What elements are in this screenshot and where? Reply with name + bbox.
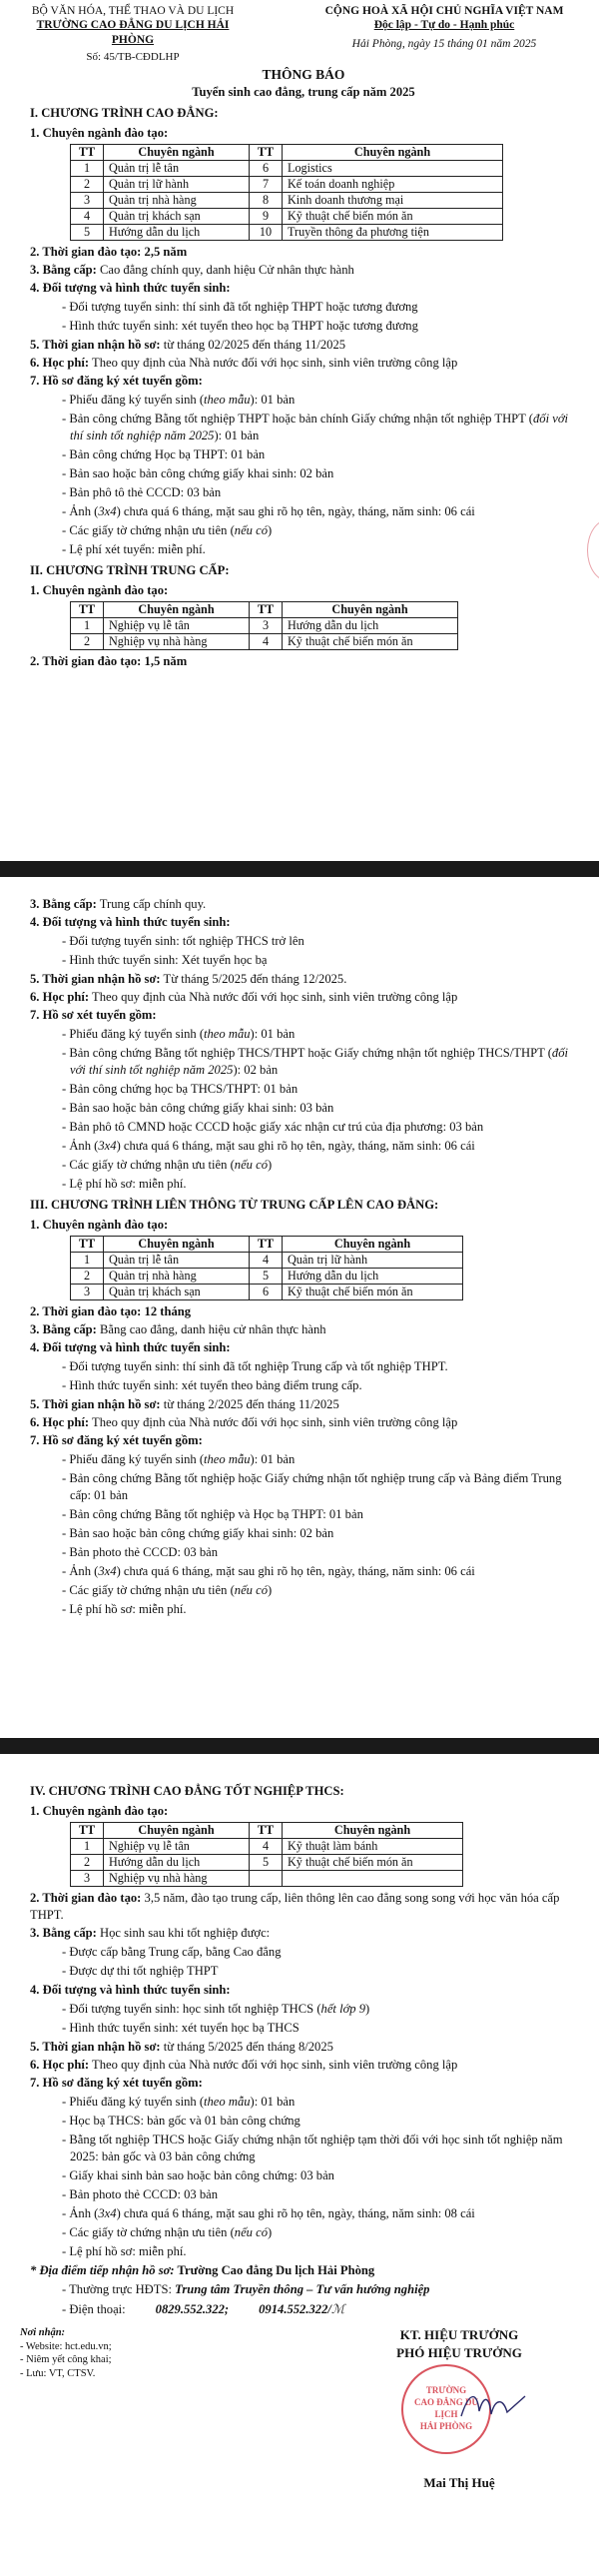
national-motto: Độc lập - Tự do - Hạnh phúc [373, 19, 515, 32]
list-item: - Phiếu đăng ký tuyển sinh (theo mẫu): 01 bản [62, 1452, 296, 1466]
signer-title: PHÓ HIỆU TRƯỞNG [396, 2344, 522, 2360]
table-cell: Kinh doanh thương mại [283, 193, 503, 209]
table-cell: 3 [71, 193, 104, 209]
table-cell: 5 [71, 225, 104, 241]
contact-phone: - Điện thoại: 0829.552.322; 0914.552.322/ℳ [62, 2301, 345, 2316]
table-cell: 2 [71, 1269, 104, 1285]
official-seal: TRƯỜNG CAO ĐẲNG DU LỊCH HẢI PHÒNG [401, 2364, 491, 2454]
section-2-duration: 2. Thời gian đào tạo: 1,5 năm [30, 654, 188, 669]
table-header-major: Chuyên ngành [104, 1823, 250, 1839]
table-cell: Truyền thông đa phương tiện [283, 225, 503, 241]
section-3-heading: III. CHƯƠNG TRÌNH LIÊN THÔNG TỪ TRUNG CẤP LÊN CAO ĐẲNG: [30, 1198, 439, 1212]
recipients: Nơi nhận: - Website: hct.edu.vn; - Niêm yết công khai; - Lưu: VT, CTSV. [20, 2327, 112, 2379]
section-3-majors-label: 1. Chuyên ngành đào tạo: [30, 1218, 169, 1232]
list-item: - Bản phô tô thẻ CCCD: 03 bản [62, 485, 222, 500]
section-3-majors-table [70, 1236, 463, 1300]
school-name: TRƯỜNG CAO ĐẲNG DU LỊCH HẢI PHÒNG [36, 19, 230, 46]
table-cell: Nghiệp vụ nhà hàng [104, 634, 250, 650]
page-2 [0, 877, 599, 1738]
list-item: - Bản sao hoặc bản công chứng giấy khai sinh: 02 bản [62, 466, 334, 481]
table-cell: 4 [250, 1839, 283, 1855]
table-cell: 3 [250, 618, 283, 634]
section-1-application-period: 5. Thời gian nhận hồ sơ: từ tháng 02/2025 đến tháng 11/2025 [30, 338, 346, 353]
list-item: - Đối tượng tuyển sinh: thí sinh đã tốt nghiệp THPT hoặc tương đương [62, 300, 418, 315]
list-item: - Phiếu đăng ký tuyển sinh (theo mẫu): 01 bản [62, 393, 296, 408]
section-1-heading: I. CHƯƠNG TRÌNH CAO ĐẲNG: [30, 106, 219, 121]
signer-name: Mai Thị Huệ [423, 2475, 495, 2490]
table-cell: 3 [71, 1871, 104, 1887]
list-item: - Lệ phí xét tuyển: miễn phí. [62, 542, 206, 557]
table-cell: Quản trị nhà hàng [104, 193, 250, 209]
section-2-application-period: 5. Thời gian nhận hồ sơ: Từ tháng 5/2025 đến tháng 12/2025. [30, 972, 347, 986]
table-header-tt: TT [71, 1823, 104, 1839]
list-item: - Hình thức tuyển sinh: Xét tuyển học bạ [62, 953, 268, 967]
table-header-tt: TT [250, 1823, 283, 1839]
list-item: - Bản công chứng Bằng tốt nghiệp và Học bạ THPT: 01 bản [62, 1507, 363, 1521]
section-2-majors-table [70, 601, 458, 650]
page-3 [0, 1754, 599, 2576]
table-cell: 1 [71, 161, 104, 177]
table-row [71, 1285, 463, 1300]
table-header-tt: TT [71, 602, 104, 618]
list-item: - Các giấy tờ chứng nhận ưu tiên (nếu có) [62, 523, 273, 538]
list-item: - Đối tượng tuyển sinh: thí sinh đã tốt nghiệp Trung cấp và tốt nghiệp THPT. [62, 1359, 448, 1373]
contact-hotline-unit: - Thường trực HĐTS: Trung tâm Truyền thông – Tư vấn hướng nghiệp [62, 2282, 430, 2296]
section-1-majors-table [70, 144, 503, 241]
partial-stamp-mark [587, 519, 599, 581]
list-item: - Bản công chứng Học bạ THPT: 01 bản [62, 447, 266, 462]
table-header-tt: TT [71, 1237, 104, 1253]
table-cell: 9 [250, 209, 283, 225]
table-cell: 4 [250, 1253, 283, 1269]
list-item: - Giấy khai sinh bản sao hoặc bản công chứng: 03 bản [62, 2168, 334, 2182]
table-row [71, 618, 458, 634]
table-row [71, 1855, 463, 1871]
table-cell: Logistics [283, 161, 503, 177]
section-1-documents-label: 7. Hồ sơ đăng ký xét tuyển gồm: [30, 374, 203, 389]
recipient-item: - Website: hct.edu.vn; [20, 2340, 112, 2352]
table-header-major: Chuyên ngành [104, 602, 250, 618]
list-item: - Phiếu đăng ký tuyển sinh (theo mẫu): 01 bản [62, 1027, 296, 1041]
section-1-tuition: 6. Học phí: Theo quy định của Nhà nước đối với học sinh, sinh viên trường công lập [30, 356, 458, 371]
section-1-duration: 2. Thời gian đào tạo: 2,5 năm [30, 245, 188, 260]
contact-location: * Địa điểm tiếp nhận hồ sơ: Trường Cao đẳng Du lịch Hải Phòng [30, 2263, 375, 2277]
table-cell: 6 [250, 161, 283, 177]
document-subtitle: Tuyển sinh cao đẳng, trung cấp năm 2025 [192, 85, 415, 100]
section-4-eligibility-label: 4. Đối tượng và hình thức tuyển sinh: [30, 1983, 231, 1997]
section-1-majors-label: 1. Chuyên ngành đào tạo: [30, 126, 169, 141]
table-cell: 5 [250, 1855, 283, 1871]
table-cell: Quản trị khách sạn [104, 209, 250, 225]
table-header-tt: TT [250, 602, 283, 618]
table-cell: Quản trị lữ hành [104, 177, 250, 193]
table-cell: 5 [250, 1269, 283, 1285]
table-row [71, 177, 503, 193]
table-cell: 7 [250, 177, 283, 193]
list-item: - Đối tượng tuyển sinh: tốt nghiệp THCS trở lên [62, 934, 304, 948]
table-cell: Hướng dẫn du lịch [283, 618, 458, 634]
list-item: - Ảnh (3x4) chưa quá 6 tháng, mặt sau ghi rõ họ tên, ngày, tháng, năm sinh: 06 cái [62, 1564, 475, 1578]
table-cell: Kỹ thuật làm bánh [283, 1839, 463, 1855]
table-cell: 6 [250, 1285, 283, 1300]
list-item: - Bản công chứng Bằng tốt nghiệp THCS/THPT hoặc Giấy chứng nhận tốt nghiệp THCS/THPT (đối với thí sinh tốt nghiệp năm 2025): 02 bản [62, 1046, 568, 1077]
section-3-degree: 3. Bằng cấp: Bằng cao đẳng, danh hiệu cử nhân thực hành [30, 1322, 326, 1336]
list-item: - Bản photo thẻ CCCD: 03 bản [62, 1545, 219, 1559]
list-item: - Hình thức tuyển sinh: xét tuyển học bạ THCS [62, 2021, 300, 2035]
list-item: - Ảnh (3x4) chưa quá 6 tháng, mặt sau ghi rõ họ tên, ngày, tháng, năm sinh: 08 cái [62, 2206, 475, 2220]
page-separator [0, 861, 599, 877]
list-item: - Bản sao hoặc bản công chứng giấy khai sinh: 02 bản [62, 1526, 334, 1540]
list-item: - Hình thức tuyển sinh: xét tuyển theo học bạ THPT hoặc tương đương [62, 319, 418, 334]
table-row [71, 161, 503, 177]
section-2-heading: II. CHƯƠNG TRÌNH TRUNG CẤP: [30, 563, 230, 578]
table-header-major: Chuyên ngành [104, 145, 250, 161]
section-4-documents-label: 7. Hồ sơ đăng ký xét tuyển gồm: [30, 2076, 203, 2090]
table-header-tt: TT [250, 145, 283, 161]
table-row [71, 193, 503, 209]
document-title: THÔNG BÁO [262, 67, 345, 82]
table-row [71, 1253, 463, 1269]
section-2-documents-label: 7. Hồ sơ xét tuyển gồm: [30, 1008, 157, 1022]
table-header-major: Chuyên ngành [283, 1823, 463, 1839]
table-header-major: Chuyên ngành [283, 145, 503, 161]
table-cell: 2 [71, 1855, 104, 1871]
list-item: - Lệ phí hồ sơ: miễn phí. [62, 2244, 187, 2258]
table-cell: 1 [71, 1839, 104, 1855]
list-item: - Học bạ THCS: bản gốc và 01 bản công chứng [62, 2114, 300, 2128]
table-row [71, 1839, 463, 1855]
list-item: - Được dự thi tốt nghiệp THPT [62, 1964, 219, 1978]
section-3-duration: 2. Thời gian đào tạo: 12 tháng [30, 1304, 192, 1318]
list-item: - Đối tượng tuyển sinh: học sinh tốt nghiệp THCS (hết lớp 9) [62, 2002, 370, 2016]
table-row [71, 1871, 463, 1887]
section-3-application-period: 5. Thời gian nhận hồ sơ: từ tháng 2/2025 đến tháng 11/2025 [30, 1397, 339, 1411]
list-item: - Ảnh (3x4) chưa quá 6 tháng, mặt sau ghi rõ họ tên, ngày, tháng, năm sinh: 06 cái [62, 1139, 475, 1153]
table-header-major: Chuyên ngành [104, 1237, 250, 1253]
section-2-degree: 3. Bằng cấp: Trung cấp chính quy. [30, 897, 207, 911]
section-3-eligibility-label: 4. Đối tượng và hình thức tuyển sinh: [30, 1340, 231, 1354]
list-item: - Bản công chứng Bằng tốt nghiệp THPT hoặc bản chính Giấy chứng nhận tốt nghiệp THPT (đối với thí sinh tốt nghiệp năm 2025): 01 bản [62, 412, 569, 443]
table-cell [283, 1871, 463, 1887]
table-row [71, 209, 503, 225]
table-cell: Quản trị lễ tân [104, 1253, 250, 1269]
table-cell: Quản trị lễ tân [104, 161, 250, 177]
table-cell: 1 [71, 618, 104, 634]
table-cell: 4 [250, 634, 283, 650]
list-item: - Phiếu đăng ký tuyển sinh (theo mẫu): 01 bản [62, 2095, 296, 2109]
page-1 [0, 0, 599, 861]
table-row [71, 225, 503, 241]
table-cell: Quản trị nhà hàng [104, 1269, 250, 1285]
nation-name: CỘNG HOÀ XÃ HỘI CHỦ NGHĨA VIỆT NAM [324, 5, 564, 17]
recipient-item: - Niêm yết công khai; [20, 2354, 112, 2366]
table-cell: 1 [71, 1253, 104, 1269]
list-item: - Các giấy tờ chứng nhận ưu tiên (nếu có) [62, 1158, 273, 1172]
page-separator [0, 1738, 599, 1754]
section-4-heading: IV. CHƯƠNG TRÌNH CAO ĐẲNG TỐT NGHIỆP THCS: [30, 1784, 344, 1798]
recipient-item: - Lưu: VT, CTSV. [20, 2367, 96, 2379]
list-item: - Bản công chứng Bằng tốt nghiệp hoặc Giấy chứng nhận tốt nghiệp trung cấp và Bảng điểm Trung cấp: 01 bản [62, 1471, 562, 1502]
list-item: - Bản công chứng học bạ THCS/THPT: 01 bản [62, 1082, 299, 1096]
table-cell: Kế toán doanh nghiệp [283, 177, 503, 193]
list-item: - Được cấp bằng Trung cấp, bằng Cao đẳng [62, 1945, 282, 1959]
signature-block [20, 2326, 577, 2496]
list-item: - Bằng tốt nghiệp THCS hoặc Giấy chứng nhận tốt nghiệp tạm thời đối với học sinh tốt nghiệp năm 2025: bản gốc và 03 bản công chứng [62, 2133, 563, 2163]
section-1-eligibility-label: 4. Đối tượng và hình thức tuyển sinh: [30, 281, 231, 296]
table-cell: 2 [71, 177, 104, 193]
document-header [30, 4, 577, 62]
table-cell: 4 [71, 209, 104, 225]
section-3-documents-label: 7. Hồ sơ đăng ký xét tuyển gồm: [30, 1433, 203, 1447]
list-item: - Lệ phí hồ sơ: miễn phí. [62, 1602, 187, 1616]
section-1-degree: 3. Bằng cấp: Cao đẳng chính quy, danh hiệu Cử nhân thực hành [30, 263, 354, 278]
list-item: - Bản sao hoặc bản công chứng giấy khai sinh: 03 bản [62, 1101, 334, 1115]
table-cell: Kỹ thuật chế biến món ăn [283, 1285, 463, 1300]
table-row [71, 1269, 463, 1285]
list-item: - Các giấy tờ chứng nhận ưu tiên (nếu có) [62, 2225, 273, 2239]
table-cell: Hướng dẫn du lịch [104, 1855, 250, 1871]
document-number: Số: 45/TB-CĐDLHP [86, 51, 180, 64]
table-cell: Hướng dẫn du lịch [283, 1269, 463, 1285]
table-cell [250, 1871, 283, 1887]
section-4-majors-table [70, 1822, 463, 1887]
table-header-major: Chuyên ngành [283, 1237, 463, 1253]
list-item: - Bản phô tô CMND hoặc CCCD hoặc giấy xác nhận cư trú của địa phương: 03 bản [62, 1120, 484, 1134]
section-4-degree: 3. Bằng cấp: Học sinh sau khi tốt nghiệp được: [30, 1926, 271, 1940]
table-header-tt: TT [71, 145, 104, 161]
table-cell: Kỹ thuật chế biến món ăn [283, 1855, 463, 1871]
table-cell: Quản trị lữ hành [283, 1253, 463, 1269]
section-4-application-period: 5. Thời gian nhận hồ sơ: từ tháng 5/2025 đến tháng 8/2025 [30, 2040, 333, 2054]
list-item: - Lệ phí hồ sơ: miễn phí. [62, 1177, 187, 1191]
list-item: - Các giấy tờ chứng nhận ưu tiên (nếu có) [62, 1583, 273, 1597]
signer-authority: KT. HIỆU TRƯỞNG [399, 2327, 519, 2342]
list-item: - Hình thức tuyển sinh: xét tuyển theo bảng điểm trung cấp. [62, 1378, 362, 1392]
table-cell: 10 [250, 225, 283, 241]
table-row [71, 634, 458, 650]
table-cell: 3 [71, 1285, 104, 1300]
section-4-majors-label: 1. Chuyên ngành đào tạo: [30, 1804, 169, 1818]
table-cell: Hướng dẫn du lịch [104, 225, 250, 241]
section-2-eligibility-label: 4. Đối tượng và hình thức tuyển sinh: [30, 915, 231, 929]
table-cell: Nghiệp vụ lễ tân [104, 1839, 250, 1855]
table-cell: Nghiệp vụ nhà hàng [104, 1871, 250, 1887]
section-4-tuition: 6. Học phí: Theo quy định của Nhà nước đối với học sinh, sinh viên trường công lập [30, 2058, 458, 2072]
table-header-major: Chuyên ngành [283, 602, 458, 618]
table-cell: Nghiệp vụ lễ tân [104, 618, 250, 634]
place-date: Hải Phòng, ngày 15 tháng 01 năm 2025 [351, 37, 537, 50]
section-2-majors-label: 1. Chuyên ngành đào tạo: [30, 583, 169, 598]
list-item: - Ảnh (3x4) chưa quá 6 tháng, mặt sau ghi rõ họ tên, ngày, tháng, năm sinh: 06 cái [62, 504, 475, 519]
table-cell: Kỹ thuật chế biến món ăn [283, 634, 458, 650]
table-cell: Kỹ thuật chế biến món ăn [283, 209, 503, 225]
list-item: - Bản photo thẻ CCCD: 03 bản [62, 2187, 219, 2201]
table-cell: 2 [71, 634, 104, 650]
table-cell: Quản trị khách sạn [104, 1285, 250, 1300]
table-header-tt: TT [250, 1237, 283, 1253]
ministry-name: BỘ VĂN HÓA, THỂ THAO VÀ DU LỊCH [31, 5, 235, 17]
section-3-tuition: 6. Học phí: Theo quy định của Nhà nước đối với học sinh, sinh viên trường công lập [30, 1415, 458, 1429]
section-4-duration: 2. Thời gian đào tạo: 3,5 năm, đào tạo trung cấp, liên thông lên cao đẳng song song với học văn hóa cấp THPT. [30, 1891, 560, 1922]
table-cell: 8 [250, 193, 283, 209]
section-2-tuition: 6. Học phí: Theo quy định của Nhà nước đối với học sinh, sinh viên trường công lập [30, 990, 458, 1004]
handwritten-signature [459, 2386, 529, 2426]
